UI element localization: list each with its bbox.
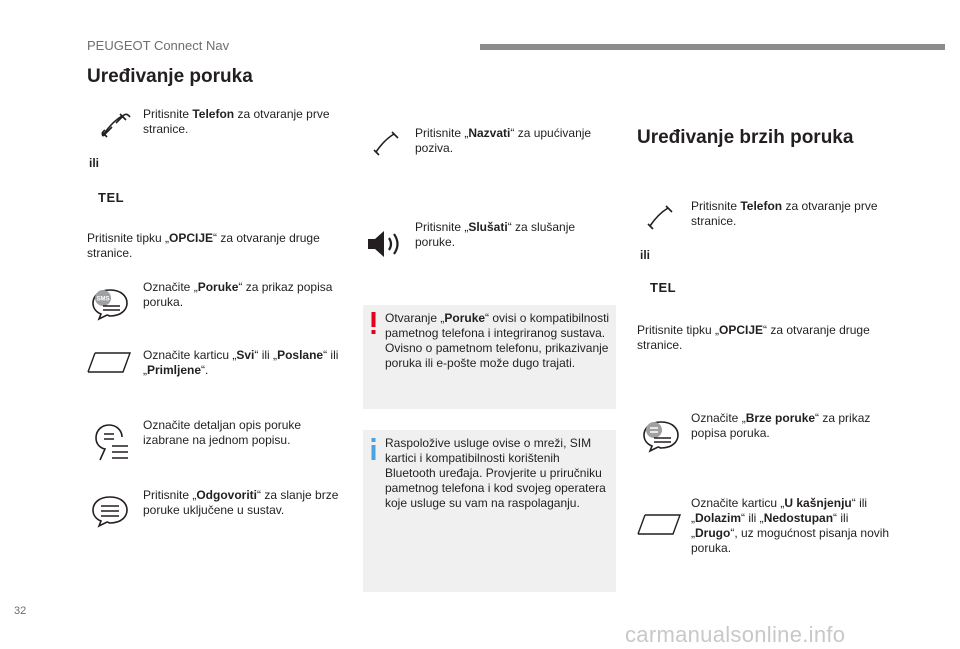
message-detail-icon xyxy=(92,422,130,462)
watermark: carmanualsonline.info xyxy=(625,622,846,647)
step-quick-messages: Označite „Brze poruke“ za prikaz popisa poruka. xyxy=(691,411,871,440)
phone-handset-icon xyxy=(100,112,128,140)
step-phone: Pritisnite Telefon za otvaranje prve stranice. xyxy=(143,107,330,136)
warning-text: Otvaranje „Poruke“ ovisi o kompatibilnosti pametnog telefona i integriranog sustava. Ovisno o pametnom telefonu, prikazivanje poruka ili e-pošte može dugo trajati. xyxy=(385,311,610,370)
step-options: Pritisnite tipku „OPCIJE“ za otvaranje druge stranice. xyxy=(87,231,320,260)
or-label-2: ili xyxy=(640,248,651,262)
step-phone-2: Pritisnite Telefon za otvaranje prve stranice. xyxy=(691,199,878,228)
info-box xyxy=(363,430,616,592)
step-options-2: Pritisnite tipku „OPCIJE“ za otvaranje druge stranice. xyxy=(637,323,870,352)
quick-message-icon xyxy=(641,418,681,452)
warning-box xyxy=(363,305,616,409)
warning-mark-icon xyxy=(371,312,376,334)
header-product: PEUGEOT Connect Nav xyxy=(87,38,230,53)
step-reply: Pritisnite „Odgovoriti“ za slanje brze poruke uključene u sustav. xyxy=(143,488,339,517)
step-messages: Označite „Poruke“ za prikaz popisa poruka. xyxy=(143,280,333,309)
tel-key-label: TEL xyxy=(98,190,125,205)
tab-selector-icon xyxy=(637,514,681,536)
phone-handset-icon xyxy=(372,130,400,158)
sms-bubble-icon xyxy=(90,286,130,320)
step-tabs-2: Označite karticu „U kašnjenju“ ili „Dolazim“ ili „Nedostupan“ ili „Drugo“, uz mogućnost pisanja novih poruka. xyxy=(691,496,890,555)
step-detail: Označite detaljan opis poruke izabrane na jednom popisu. xyxy=(143,418,302,447)
step-listen: Pritisnite „Slušati“ za slušanje poruke. xyxy=(415,220,576,249)
page-number: 32 xyxy=(14,605,27,617)
step-tabs: Označite karticu „Svi“ ili „Poslane“ ili „Primljene“. xyxy=(143,348,339,377)
phone-handset-icon xyxy=(646,204,674,232)
section-title-messages: Uređivanje poruka xyxy=(87,66,253,87)
svg-text:SMS: SMS xyxy=(96,296,110,303)
speaker-icon xyxy=(366,228,404,260)
header-bar xyxy=(480,44,945,50)
step-call: Pritisnite „Nazvati“ za upućivanje poziva. xyxy=(415,126,592,155)
info-text: Raspoložive usluge ovise o mreži, SIM kartici i kompatibilnosti korištenih Bluetooth uređaja. Provjerite u priručniku pametnog telefona i kod svojeg operatera koje usluge su vam na raspolaganju. xyxy=(385,436,606,510)
section-title-quick-messages: Uređivanje brzih poruka xyxy=(637,127,854,148)
reply-bubble-icon xyxy=(90,494,130,528)
or-label: ili xyxy=(89,156,100,170)
tel-key-label-2: TEL xyxy=(650,280,677,295)
tab-selector-icon xyxy=(87,352,131,374)
info-mark-icon xyxy=(371,438,376,460)
